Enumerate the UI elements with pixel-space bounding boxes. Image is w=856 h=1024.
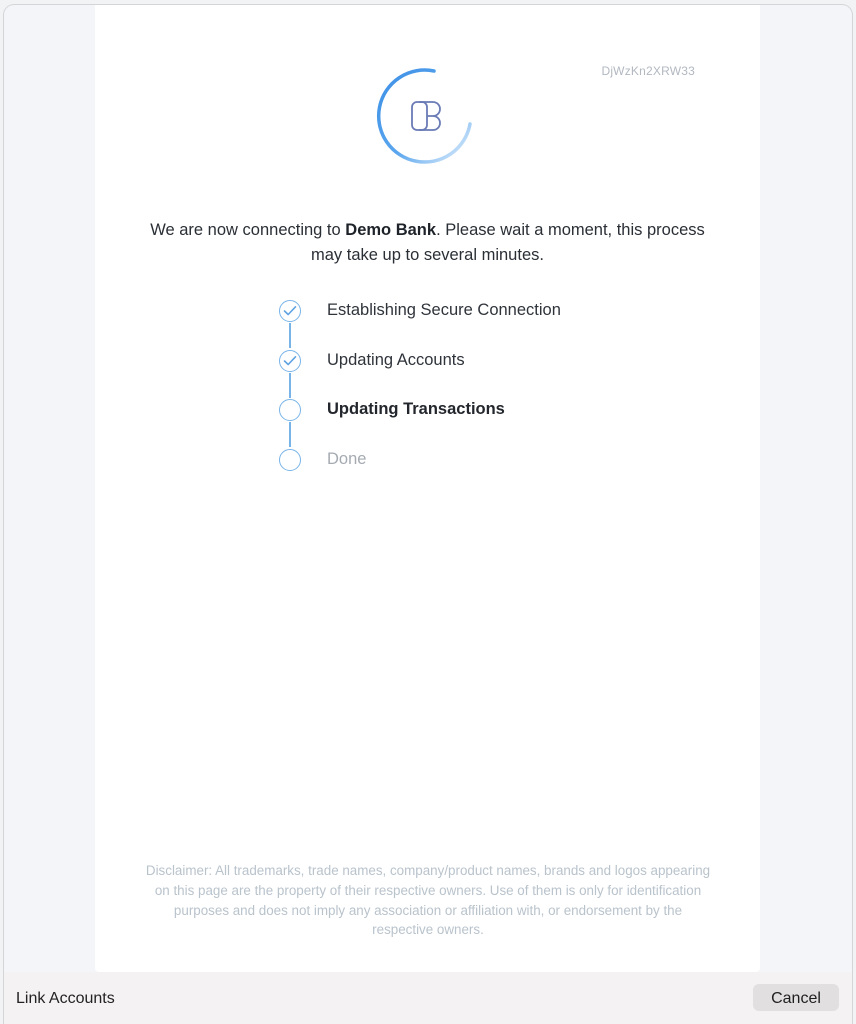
dialog-title: Link Accounts xyxy=(16,990,115,1007)
step-complete-circle xyxy=(279,300,301,322)
checkmark-icon xyxy=(283,355,297,367)
step-done xyxy=(279,449,679,499)
bank-logo-icon xyxy=(376,66,476,166)
step-updating-transactions xyxy=(279,399,679,449)
disclaimer-text: Disclaimer: All trademarks, trade names, company/product names, brands and logos appearing on this page are the property of their respective owners. Use of them is only for identification purposes and does not imply any association or affiliation with, or endorsement by the respective owners. xyxy=(145,863,711,938)
link-accounts-dialog xyxy=(4,5,852,1024)
step-label: Updating Accounts xyxy=(327,350,465,369)
step-connector xyxy=(289,323,290,348)
checkmark-icon xyxy=(283,305,297,317)
step-updating-accounts xyxy=(279,350,679,400)
step-complete-circle xyxy=(279,350,301,372)
step-connector xyxy=(289,373,290,398)
loading-spinner xyxy=(376,66,476,166)
bank-name: Demo Bank xyxy=(345,221,437,239)
reference-code: DjWzKn2XRW33 xyxy=(601,64,695,78)
dialog-footer xyxy=(4,972,852,1024)
step-active-circle xyxy=(279,399,301,421)
message-prefix: We are now connecting to xyxy=(150,221,346,239)
step-label: Establishing Secure Connection xyxy=(327,301,561,319)
message-suffix: . Please wait a moment, this process may take up to several minutes. xyxy=(311,221,705,264)
cancel-button[interactable]: Cancel xyxy=(753,984,839,1011)
step-connector xyxy=(289,422,290,447)
connection-panel xyxy=(95,5,760,972)
step-secure-connection xyxy=(279,300,679,350)
step-pending-circle xyxy=(279,449,301,471)
connection-message xyxy=(135,218,720,267)
progress-steps xyxy=(279,300,679,498)
step-label: Updating Transactions xyxy=(327,400,505,418)
step-label: Done xyxy=(327,449,367,468)
